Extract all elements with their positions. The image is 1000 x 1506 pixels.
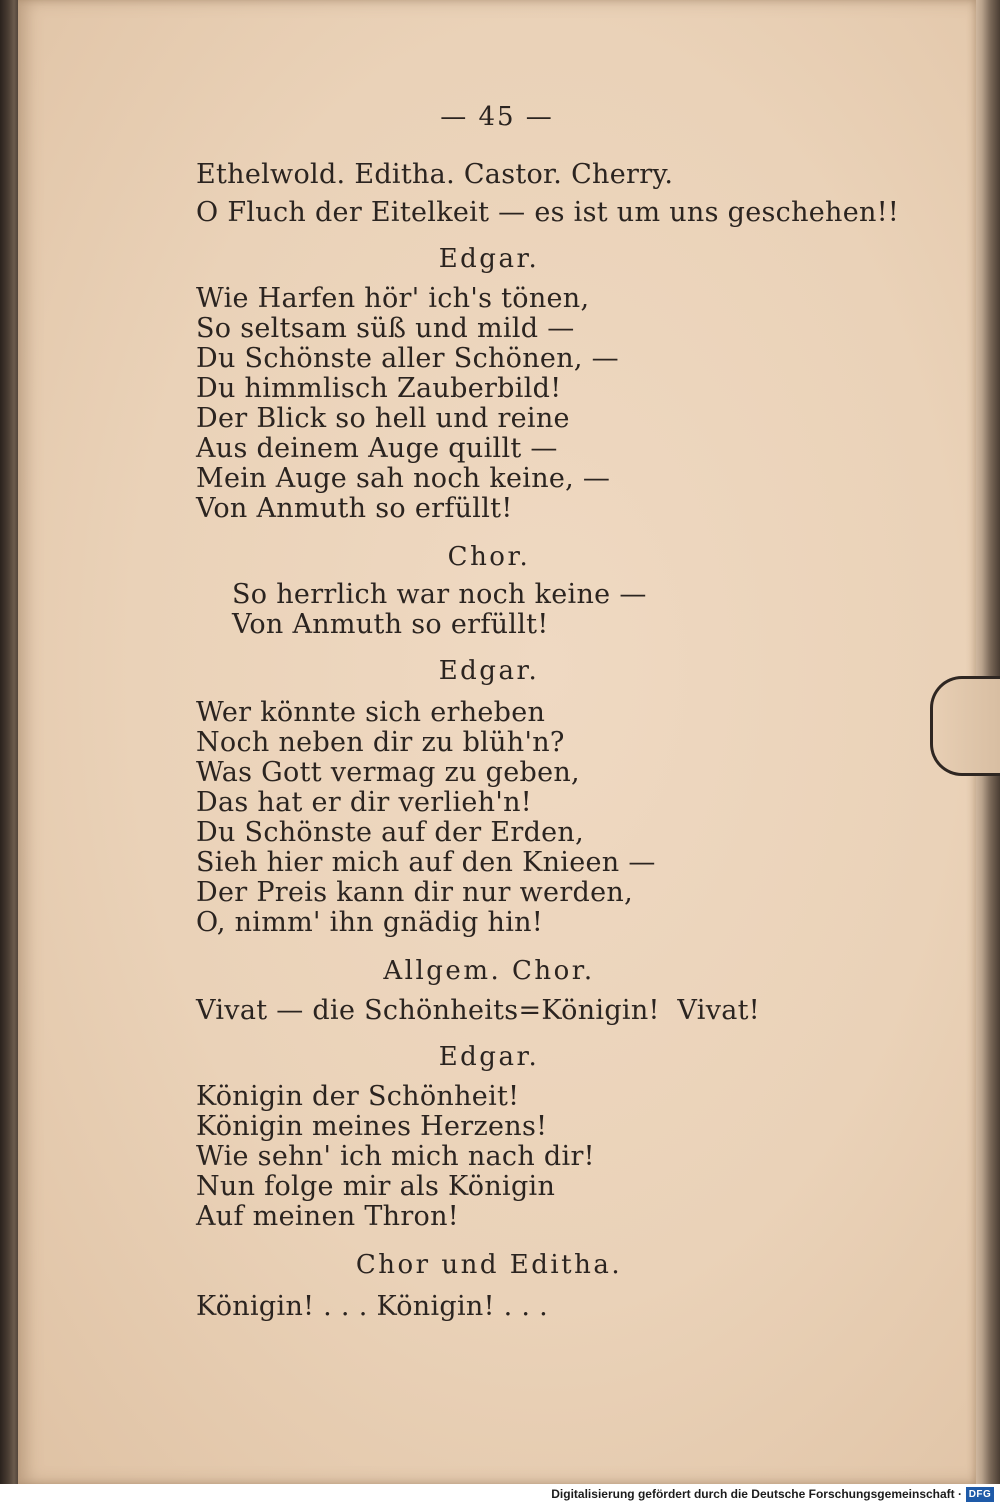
verse-line: Wie Harfen hör' ich's tönen,: [196, 283, 590, 314]
verse-line: So seltsam süß und mild —: [196, 313, 575, 344]
verse-line: Aus deinem Auge quillt —: [196, 433, 558, 464]
speaker-edgar-3: Edgar.: [438, 1042, 540, 1072]
opening-line: O Fluch der Eitelkeit — es ist um uns geschehen!!: [196, 197, 900, 228]
verse-line: Von Anmuth so erfüllt!: [196, 493, 513, 524]
verse-line: Du Schönste aller Schönen, —: [196, 343, 619, 374]
verse-line: Du himmlisch Zauberbild!: [196, 373, 562, 404]
speaker-chor-und-editha: Chor und Editha.: [355, 1250, 623, 1280]
page-number: — 45 —: [440, 102, 554, 132]
heading-characters: Ethelwold. Editha. Castor. Cherry.: [196, 159, 674, 190]
speaker-chor: Chor.: [447, 542, 531, 572]
book-page: [18, 0, 976, 1484]
verse-line: Nun folge mir als Königin: [196, 1171, 556, 1202]
speaker-allgem-chor: Allgem. Chor.: [383, 956, 595, 986]
dfg-logo-icon: DFG: [966, 1487, 994, 1502]
verse-line: Sieh hier mich auf den Knieen —: [196, 847, 656, 878]
speaker-edgar-1: Edgar.: [438, 244, 540, 274]
verse-line: Königin der Schönheit!: [196, 1081, 520, 1112]
verse-line: Königin! . . . Königin! . . .: [196, 1291, 549, 1322]
verse-line: Vivat — die Schönheits=Königin! Vivat!: [196, 995, 760, 1026]
verse-line: So herrlich war noch keine —: [232, 579, 647, 610]
verse-line: Der Blick so hell und reine: [196, 403, 570, 434]
page-text: [18, 0, 976, 1484]
verse-line: Mein Auge sah noch keine, —: [196, 463, 611, 494]
verse-line: Was Gott vermag zu geben,: [196, 757, 580, 788]
speaker-edgar-2: Edgar.: [438, 656, 540, 686]
verse-line: Wer könnte sich erheben: [196, 697, 546, 728]
funding-credit: Digitalisierung gefördert durch die Deutsche Forschungsgemeinschaft ·: [551, 1487, 962, 1501]
verse-line: Du Schönste auf der Erden,: [196, 817, 585, 848]
verse-line: Wie sehn' ich mich nach dir!: [196, 1141, 595, 1172]
verse-line: Noch neben dir zu blüh'n?: [196, 727, 565, 758]
footer-bar: [0, 1484, 1000, 1506]
verse-line: O, nimm' ihn gnädig hin!: [196, 907, 543, 938]
page-clip-tab: [930, 676, 1000, 776]
verse-line: Das hat er dir verlieh'n!: [196, 787, 532, 818]
verse-line: Von Anmuth so erfüllt!: [232, 609, 549, 640]
verse-line: Königin meines Herzens!: [196, 1111, 548, 1142]
verse-line: Der Preis kann dir nur werden,: [196, 877, 633, 908]
verse-line: Auf meinen Thron!: [196, 1201, 459, 1232]
